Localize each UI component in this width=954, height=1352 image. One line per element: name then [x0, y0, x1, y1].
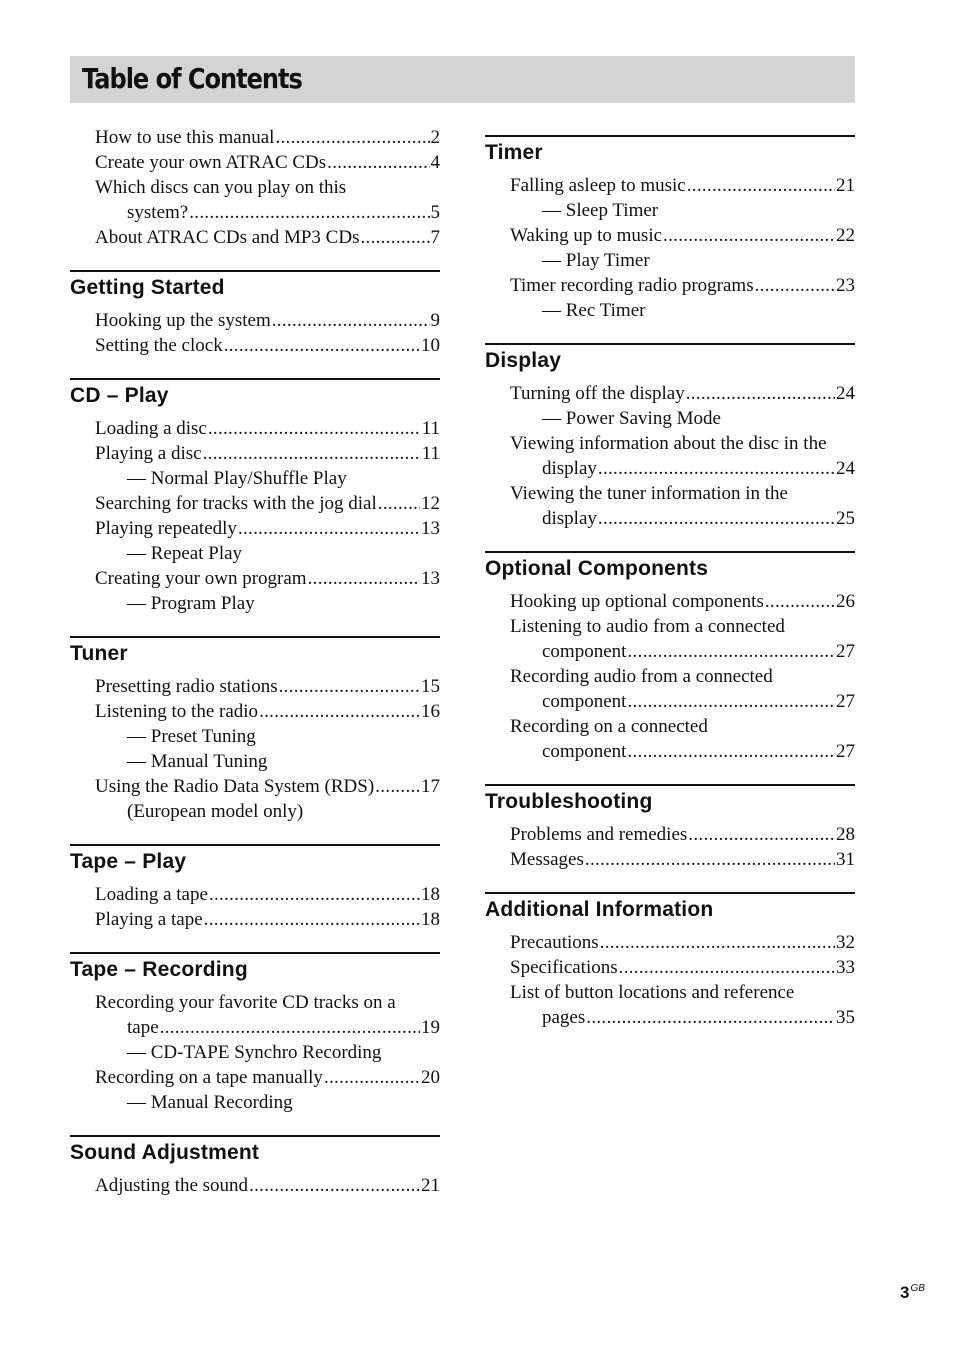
toc-entry[interactable] — [70, 125, 440, 150]
toc-entry-page: 13 — [421, 568, 440, 589]
toc-entry-page: 4 — [430, 152, 440, 173]
toc-entry-title-cont: component — [542, 691, 627, 712]
toc-entry[interactable] — [70, 491, 440, 516]
leader-dots — [663, 223, 835, 248]
toc-entry-subtitle: (European model only) — [127, 801, 304, 822]
page-number — [900, 1283, 925, 1303]
toc-entry[interactable] — [70, 441, 440, 466]
section-tape-recording — [70, 952, 440, 1115]
toc-entry-page: 35 — [836, 1007, 855, 1028]
toc-entry-page: 21 — [836, 175, 855, 196]
toc-entry-title: Waking up to music — [510, 225, 663, 246]
toc-entry[interactable] — [70, 674, 440, 699]
toc-entry[interactable] — [70, 907, 440, 932]
toc-entry-page: 20 — [421, 1067, 440, 1088]
toc-entry-title: Timer recording radio programs — [510, 275, 754, 296]
section-heading: Additional Information — [485, 898, 714, 921]
leader-dots — [688, 822, 835, 847]
toc-entry-page: 33 — [836, 957, 855, 978]
toc-entry-title: Messages — [510, 849, 584, 870]
toc-entry-page: 7 — [430, 227, 440, 248]
toc-entry-page: 25 — [836, 508, 855, 529]
toc-entry-subtitle: — Manual Tuning — [127, 751, 268, 772]
toc-entry-page: 10 — [421, 335, 440, 356]
section-entries — [70, 882, 440, 932]
toc-entry-title: Loading a disc — [95, 418, 207, 439]
leader-dots — [272, 308, 430, 333]
leader-dots — [755, 273, 835, 298]
leader-dots — [275, 125, 429, 150]
section-rule — [70, 844, 440, 846]
toc-entry-page: 15 — [421, 676, 440, 697]
toc-entry-title[interactable]: Listening to audio from a connected — [510, 616, 785, 637]
toc-entry-subtitle: — CD-TAPE Synchro Recording — [127, 1042, 382, 1063]
toc-entry-title: Setting the clock — [95, 335, 223, 356]
toc-entry-subtitle: — Sleep Timer — [542, 200, 659, 221]
section-heading: Optional Components — [485, 557, 709, 580]
toc-entry[interactable] — [485, 173, 855, 198]
leader-dots — [209, 882, 420, 907]
toc-entry[interactable] — [70, 516, 440, 541]
toc-entry[interactable] — [485, 223, 855, 248]
toc-entry[interactable] — [485, 689, 855, 714]
toc-entry[interactable] — [70, 1173, 440, 1198]
toc-entry-page: 28 — [836, 824, 855, 845]
toc-entry-title: Creating your own program — [95, 568, 307, 589]
toc-entry-page: 11 — [421, 443, 440, 464]
toc-entry[interactable] — [70, 150, 440, 175]
toc-entry-title: Falling asleep to music — [510, 175, 686, 196]
leader-dots — [586, 1005, 835, 1030]
toc-entry-title-cont: component — [542, 741, 627, 762]
leader-dots — [360, 225, 429, 250]
toc-entry-title[interactable]: Viewing the tuner information in the — [510, 483, 788, 504]
section-cd-play — [70, 378, 440, 616]
section-entries — [70, 990, 440, 1115]
toc-entry-title[interactable]: Recording on a connected — [510, 716, 708, 737]
section-heading: CD – Play — [70, 384, 169, 407]
toc-entry[interactable] — [485, 381, 855, 406]
section-tuner — [70, 636, 440, 824]
toc-entry-page: 26 — [836, 591, 855, 612]
toc-entry-page: 12 — [421, 493, 440, 514]
toc-entry-subtitle: — Repeat Play — [127, 543, 243, 564]
section-entries — [70, 1173, 440, 1198]
toc-entry[interactable] — [70, 200, 440, 225]
leader-dots — [686, 381, 835, 406]
section-tape-play — [70, 844, 440, 932]
section-heading: Display — [485, 349, 562, 372]
section-rule — [70, 270, 440, 272]
leader-dots — [687, 173, 835, 198]
section-entries — [485, 589, 855, 764]
leader-dots — [327, 150, 429, 175]
toc-entry-subtitle: — Normal Play/Shuffle Play — [127, 468, 347, 489]
toc-entry-title: Playing repeatedly — [95, 518, 237, 539]
toc-entry-page: 11 — [421, 418, 440, 439]
toc-entry[interactable] — [70, 699, 440, 724]
toc-entry[interactable] — [70, 774, 440, 799]
section-rule — [70, 636, 440, 638]
toc-entry-title: Problems and remedies — [510, 824, 688, 845]
leader-dots — [324, 1065, 420, 1090]
toc-entry-title: Create your own ATRAC CDs — [95, 152, 327, 173]
toc-entry[interactable] — [485, 506, 855, 531]
section-sound-adjustment — [70, 1135, 440, 1198]
toc-entry-subtitle: — Manual Recording — [127, 1092, 293, 1113]
toc-entry-page: 13 — [421, 518, 440, 539]
toc-entry-page: 22 — [836, 225, 855, 246]
toc-entry-title: Loading a tape — [95, 884, 208, 905]
section-rule — [485, 343, 855, 345]
leader-dots — [259, 699, 420, 724]
right-column — [485, 125, 855, 1030]
toc-entry[interactable] — [485, 847, 855, 872]
toc-entry[interactable] — [485, 1005, 855, 1030]
leader-dots — [378, 491, 420, 516]
toc-entry-title: Hooking up optional components — [510, 591, 764, 612]
leader-dots — [627, 639, 835, 664]
toc-entry-title: Playing a disc — [95, 443, 202, 464]
section-heading: Tape – Play — [70, 850, 187, 873]
leader-dots — [249, 1173, 420, 1198]
toc-entry[interactable] — [70, 1015, 440, 1040]
toc-entry-page: 5 — [430, 202, 440, 223]
title-bar — [70, 56, 855, 103]
leader-dots — [189, 200, 429, 225]
toc-entry-title: Recording on a tape manually — [95, 1067, 323, 1088]
toc-entry-title: About ATRAC CDs and MP3 CDs — [95, 227, 360, 248]
leader-dots — [627, 689, 835, 714]
toc-entry-page: 23 — [836, 275, 855, 296]
page-title: Table of Contents — [82, 62, 302, 95]
toc-entry-page: 27 — [836, 691, 855, 712]
toc-entry-page: 9 — [430, 310, 440, 331]
toc-entry-title: Playing a tape — [95, 909, 203, 930]
section-rule — [485, 892, 855, 894]
toc-entry-title-cont: pages — [542, 1007, 586, 1028]
leader-dots — [600, 930, 835, 955]
toc-entry-subtitle: — Power Saving Mode — [542, 408, 721, 429]
toc-entry[interactable] — [70, 333, 440, 358]
section-additional-information — [485, 892, 855, 1030]
toc-entry-page: 19 — [421, 1017, 440, 1038]
toc-entry[interactable] — [70, 225, 440, 250]
toc-entry-title-cont: tape — [127, 1017, 159, 1038]
toc-intro — [70, 125, 440, 250]
section-rule — [70, 952, 440, 954]
toc-entry-subtitle: — Preset Tuning — [127, 726, 256, 747]
toc-entry-title: Searching for tracks with the jog dial — [95, 493, 377, 514]
section-rule — [485, 551, 855, 553]
leader-dots — [375, 774, 420, 799]
leader-dots — [279, 674, 420, 699]
toc-entry-page: 17 — [421, 776, 440, 797]
section-timer — [485, 135, 855, 323]
toc-entry-title: Using the Radio Data System (RDS) — [95, 776, 375, 797]
leader-dots — [598, 506, 835, 531]
toc-entry[interactable] — [70, 308, 440, 333]
section-heading: Getting Started — [70, 276, 225, 299]
toc-entry-page: 24 — [836, 458, 855, 479]
toc-entry-page: 18 — [421, 884, 440, 905]
leader-dots — [224, 333, 420, 358]
toc-entry-title-cont: display — [542, 458, 597, 479]
leader-dots — [203, 441, 421, 466]
toc-entry[interactable] — [70, 566, 440, 591]
section-entries — [485, 381, 855, 531]
section-heading: Tape – Recording — [70, 958, 248, 981]
section-entries — [485, 173, 855, 323]
page-number-suffix: GB — [910, 1283, 925, 1294]
leader-dots — [627, 739, 835, 764]
section-heading: Tuner — [70, 642, 128, 665]
toc-entry-page: 16 — [421, 701, 440, 722]
toc-entry[interactable] — [485, 273, 855, 298]
toc-entry[interactable] — [485, 589, 855, 614]
toc-entry-title[interactable]: Recording your favorite CD tracks on a — [95, 992, 396, 1013]
toc-entry-title[interactable]: List of button locations and reference — [510, 982, 795, 1003]
toc-entry-title-cont: system? — [127, 202, 189, 223]
toc-entry-title[interactable]: Viewing information about the disc in the — [510, 433, 827, 454]
toc-entry[interactable] — [485, 955, 855, 980]
toc-entry-title: Hooking up the system — [95, 310, 271, 331]
page-number-value: 3 — [900, 1283, 910, 1302]
toc-entry[interactable] — [485, 822, 855, 847]
toc-entry[interactable] — [485, 456, 855, 481]
section-heading: Sound Adjustment — [70, 1141, 260, 1164]
toc-entry-page: 24 — [836, 383, 855, 404]
section-getting-started — [70, 270, 440, 358]
toc-entry-subtitle: — Play Timer — [542, 250, 650, 271]
toc-entry-subtitle: — Program Play — [127, 593, 255, 614]
toc-entry-page: 27 — [836, 741, 855, 762]
toc-entry-title: Specifications — [510, 957, 618, 978]
section-rule — [485, 784, 855, 786]
toc-entry-title: Listening to the radio — [95, 701, 259, 722]
section-heading: Troubleshooting — [485, 790, 653, 813]
toc-entry-title-cont: display — [542, 508, 597, 529]
leader-dots — [765, 589, 835, 614]
toc-entry[interactable] — [485, 639, 855, 664]
toc-entry-title: Presetting radio stations — [95, 676, 278, 697]
leader-dots — [585, 847, 835, 872]
leader-dots — [204, 907, 420, 932]
toc-entry-title: Turning off the display — [510, 383, 685, 404]
leader-dots — [208, 416, 421, 441]
section-entries — [485, 822, 855, 872]
leader-dots — [308, 566, 420, 591]
toc-entry-page: 32 — [836, 932, 855, 953]
toc-entry-subtitle: — Rec Timer — [542, 300, 646, 321]
toc-entry[interactable] — [485, 739, 855, 764]
toc-entry-title-cont: component — [542, 641, 627, 662]
leader-dots — [160, 1015, 420, 1040]
section-display — [485, 343, 855, 531]
toc-entry-title: Adjusting the sound — [95, 1175, 249, 1196]
toc-entry-title: How to use this manual — [95, 127, 275, 148]
toc-entry[interactable] — [70, 882, 440, 907]
toc-entry-title[interactable]: Which discs can you play on this — [95, 177, 347, 198]
leader-dots — [598, 456, 835, 481]
section-rule — [70, 1135, 440, 1137]
toc-entry[interactable] — [70, 1065, 440, 1090]
toc-entry[interactable] — [485, 930, 855, 955]
toc-entry-page: 21 — [421, 1175, 440, 1196]
section-entries — [70, 308, 440, 358]
section-entries — [70, 674, 440, 824]
section-optional-components — [485, 551, 855, 764]
section-heading: Timer — [485, 141, 543, 164]
section-entries — [485, 930, 855, 1030]
toc-entry-page: 2 — [430, 127, 440, 148]
section-rule — [70, 378, 440, 380]
toc-entry-page: 18 — [421, 909, 440, 930]
toc-entry-page: 31 — [836, 849, 855, 870]
toc-entry-page: 27 — [836, 641, 855, 662]
toc-entry-title: Precautions — [510, 932, 599, 953]
section-troubleshooting — [485, 784, 855, 872]
toc-entry-title[interactable]: Recording audio from a connected — [510, 666, 773, 687]
leader-dots — [238, 516, 420, 541]
leader-dots — [619, 955, 835, 980]
section-rule — [485, 135, 855, 137]
section-entries — [70, 416, 440, 616]
toc-entry[interactable] — [70, 416, 440, 441]
left-column — [70, 125, 440, 1198]
